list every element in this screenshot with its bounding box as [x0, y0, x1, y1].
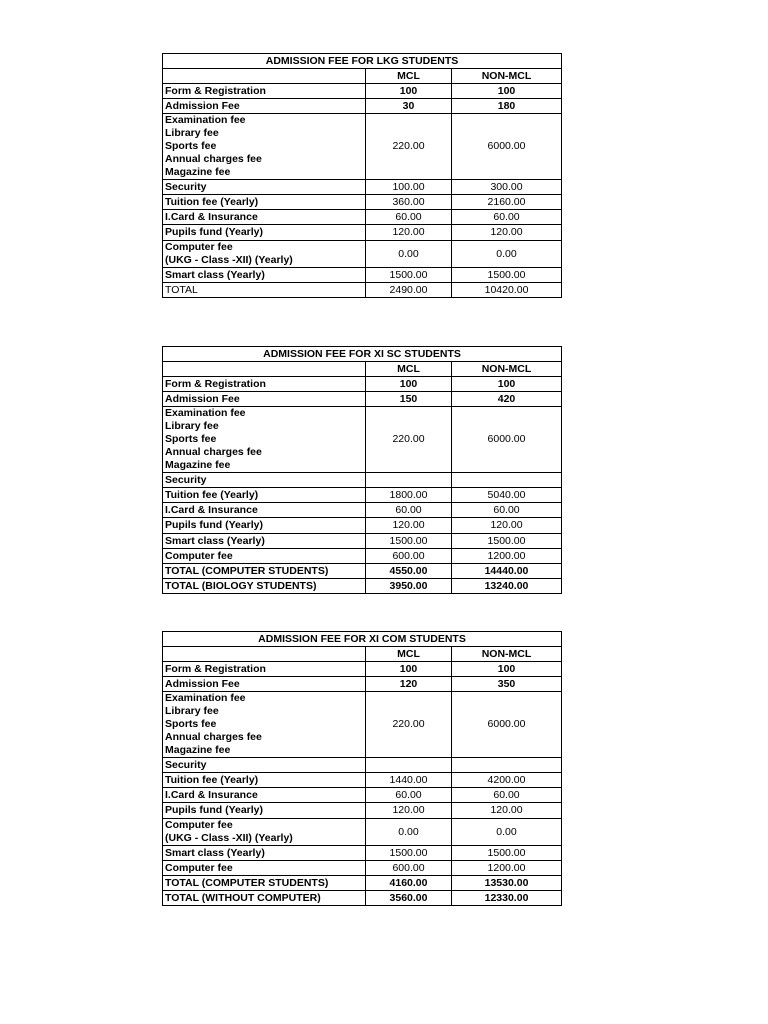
mcl-total: 4550.00 [366, 564, 452, 579]
row-label: Admission Fee [163, 392, 366, 407]
table-row [163, 861, 562, 876]
mcl-value: 1500.00 [366, 846, 452, 861]
row-label: Computer fee [165, 241, 233, 253]
row-label: Examination fee [165, 692, 246, 704]
table-row [163, 114, 562, 180]
table-row [163, 803, 562, 819]
mcl-total: 3950.00 [366, 579, 452, 594]
nonmcl-total: 12330.00 [452, 891, 562, 906]
table-row [163, 241, 562, 268]
row-label: Magazine fee [165, 459, 231, 471]
nonmcl-header: NON-MCL [452, 362, 562, 377]
row-label: Security [163, 473, 366, 488]
nonmcl-value: 5040.00 [452, 488, 562, 503]
row-label: Tuition fee (Yearly) [163, 195, 366, 210]
nonmcl-value: 0.00 [452, 241, 562, 268]
nonmcl-value: 6000.00 [452, 407, 562, 473]
table-row [163, 407, 562, 473]
table-row [163, 534, 562, 549]
lkg-fee-table [162, 53, 562, 298]
row-label: Smart class (Yearly) [163, 268, 366, 283]
table-row [163, 488, 562, 503]
nonmcl-value: 350 [452, 677, 562, 692]
row-label: Computer fee [163, 861, 366, 876]
row-label: Pupils fund (Yearly) [163, 803, 366, 819]
nonmcl-value: 120.00 [452, 803, 562, 819]
nonmcl-value: 1500.00 [452, 268, 562, 283]
table-row [163, 268, 562, 283]
nonmcl-value: 1200.00 [452, 549, 562, 564]
table-row [163, 788, 562, 803]
mcl-value: 1800.00 [366, 488, 452, 503]
row-label: Computer fee [163, 549, 366, 564]
nonmcl-value: 2160.00 [452, 195, 562, 210]
total-label: TOTAL (COMPUTER STUDENTS) [163, 564, 366, 579]
mcl-value: 100 [366, 377, 452, 392]
mcl-value: 600.00 [366, 549, 452, 564]
table-title: ADMISSION FEE FOR XI COM STUDENTS [163, 632, 562, 647]
row-label: Annual charges fee [165, 153, 262, 165]
mcl-value: 60.00 [366, 503, 452, 518]
row-label: Pupils fund (Yearly) [163, 225, 366, 241]
row-label-group [163, 241, 366, 268]
mcl-value: 100 [366, 662, 452, 677]
header-blank [163, 69, 366, 84]
row-label: Tuition fee (Yearly) [163, 488, 366, 503]
mcl-value: 60.00 [366, 788, 452, 803]
row-label: Admission Fee [163, 677, 366, 692]
nonmcl-value: 100 [452, 662, 562, 677]
row-label: Admission Fee [163, 99, 366, 114]
xi-sc-fee-table [162, 346, 562, 594]
row-label: Tuition fee (Yearly) [163, 773, 366, 788]
mcl-value: 1500.00 [366, 268, 452, 283]
nonmcl-value: 60.00 [452, 210, 562, 225]
table-row [163, 180, 562, 195]
table-row [163, 195, 562, 210]
row-label: Sports fee [165, 718, 217, 730]
table-row [163, 819, 562, 846]
table-row [163, 84, 562, 99]
mcl-value: 600.00 [366, 861, 452, 876]
nonmcl-value: 60.00 [452, 503, 562, 518]
mcl-value: 1440.00 [366, 773, 452, 788]
row-label: Smart class (Yearly) [163, 846, 366, 861]
mcl-value: 120.00 [366, 225, 452, 241]
table-row [163, 564, 562, 579]
table-row [163, 692, 562, 758]
table-row [163, 677, 562, 692]
row-label: Magazine fee [165, 744, 231, 756]
nonmcl-value: 6000.00 [452, 114, 562, 180]
row-label: Security [163, 180, 366, 195]
nonmcl-value: 120.00 [452, 518, 562, 534]
mcl-total: 3560.00 [366, 891, 452, 906]
table-row [163, 225, 562, 241]
mcl-value: 220.00 [366, 692, 452, 758]
mcl-value: 0.00 [366, 241, 452, 268]
mcl-value: 150 [366, 392, 452, 407]
mcl-value: 120.00 [366, 803, 452, 819]
total-label: TOTAL (WITHOUT COMPUTER) [163, 891, 366, 906]
nonmcl-value: 0.00 [452, 819, 562, 846]
header-blank [163, 362, 366, 377]
row-label: I.Card & Insurance [163, 210, 366, 225]
mcl-header: MCL [366, 362, 452, 377]
nonmcl-header: NON-MCL [452, 69, 562, 84]
row-label-group [163, 819, 366, 846]
row-label: Library fee [165, 420, 219, 432]
row-label: Form & Registration [163, 662, 366, 677]
header-blank [163, 647, 366, 662]
mcl-value: 220.00 [366, 407, 452, 473]
mcl-value [366, 758, 452, 773]
row-label: Library fee [165, 127, 219, 139]
table-row [163, 473, 562, 488]
mcl-value: 0.00 [366, 819, 452, 846]
row-label: Library fee [165, 705, 219, 717]
row-label: Examination fee [165, 114, 246, 126]
row-label: Annual charges fee [165, 446, 262, 458]
row-label: Form & Registration [163, 377, 366, 392]
nonmcl-total: 14440.00 [452, 564, 562, 579]
table-row [163, 283, 562, 298]
row-label: Sports fee [165, 433, 217, 445]
mcl-value: 120 [366, 677, 452, 692]
mcl-value: 1500.00 [366, 534, 452, 549]
row-label: Pupils fund (Yearly) [163, 518, 366, 534]
mcl-value: 100 [366, 84, 452, 99]
nonmcl-value: 1500.00 [452, 534, 562, 549]
mcl-header: MCL [366, 69, 452, 84]
nonmcl-value: 1200.00 [452, 861, 562, 876]
table-row [163, 846, 562, 861]
table-row [163, 210, 562, 225]
mcl-value: 120.00 [366, 518, 452, 534]
row-label: Form & Registration [163, 84, 366, 99]
row-label: Sports fee [165, 140, 217, 152]
table-row [163, 758, 562, 773]
row-label: Examination fee [165, 407, 246, 419]
table-row [163, 377, 562, 392]
nonmcl-value: 1500.00 [452, 846, 562, 861]
nonmcl-value: 100 [452, 377, 562, 392]
nonmcl-value: 60.00 [452, 788, 562, 803]
table-row [163, 503, 562, 518]
mcl-header: MCL [366, 647, 452, 662]
nonmcl-value [452, 473, 562, 488]
row-label: Magazine fee [165, 166, 231, 178]
nonmcl-total: 10420.00 [452, 283, 562, 298]
table-title: ADMISSION FEE FOR XI SC STUDENTS [163, 347, 562, 362]
mcl-value: 60.00 [366, 210, 452, 225]
row-label-group [163, 692, 366, 758]
nonmcl-value: 120.00 [452, 225, 562, 241]
mcl-value: 360.00 [366, 195, 452, 210]
nonmcl-value [452, 758, 562, 773]
mcl-total: 2490.00 [366, 283, 452, 298]
mcl-value: 30 [366, 99, 452, 114]
mcl-value: 100.00 [366, 180, 452, 195]
xi-com-fee-table [162, 631, 562, 906]
nonmcl-value: 300.00 [452, 180, 562, 195]
table-row [163, 392, 562, 407]
row-label: I.Card & Insurance [163, 503, 366, 518]
total-label: TOTAL (BIOLOGY STUDENTS) [163, 579, 366, 594]
row-label: (UKG - Class -XII) (Yearly) [165, 832, 293, 844]
row-label: (UKG - Class -XII) (Yearly) [165, 254, 293, 266]
total-label: TOTAL [163, 283, 366, 298]
nonmcl-value: 180 [452, 99, 562, 114]
mcl-value [366, 473, 452, 488]
table-row [163, 891, 562, 906]
row-label: Security [163, 758, 366, 773]
table-row [163, 662, 562, 677]
mcl-total: 4160.00 [366, 876, 452, 891]
nonmcl-total: 13240.00 [452, 579, 562, 594]
table-row [163, 773, 562, 788]
mcl-value: 220.00 [366, 114, 452, 180]
nonmcl-total: 13530.00 [452, 876, 562, 891]
nonmcl-value: 4200.00 [452, 773, 562, 788]
table-row [163, 99, 562, 114]
table-row [163, 518, 562, 534]
table-title: ADMISSION FEE FOR LKG STUDENTS [163, 54, 562, 69]
nonmcl-header: NON-MCL [452, 647, 562, 662]
nonmcl-value: 6000.00 [452, 692, 562, 758]
row-label-group [163, 114, 366, 180]
row-label: Smart class (Yearly) [163, 534, 366, 549]
table-row [163, 876, 562, 891]
total-label: TOTAL (COMPUTER STUDENTS) [163, 876, 366, 891]
table-row [163, 549, 562, 564]
row-label: Computer fee [165, 819, 233, 831]
nonmcl-value: 100 [452, 84, 562, 99]
row-label: Annual charges fee [165, 731, 262, 743]
table-row [163, 579, 562, 594]
row-label: I.Card & Insurance [163, 788, 366, 803]
nonmcl-value: 420 [452, 392, 562, 407]
row-label-group [163, 407, 366, 473]
